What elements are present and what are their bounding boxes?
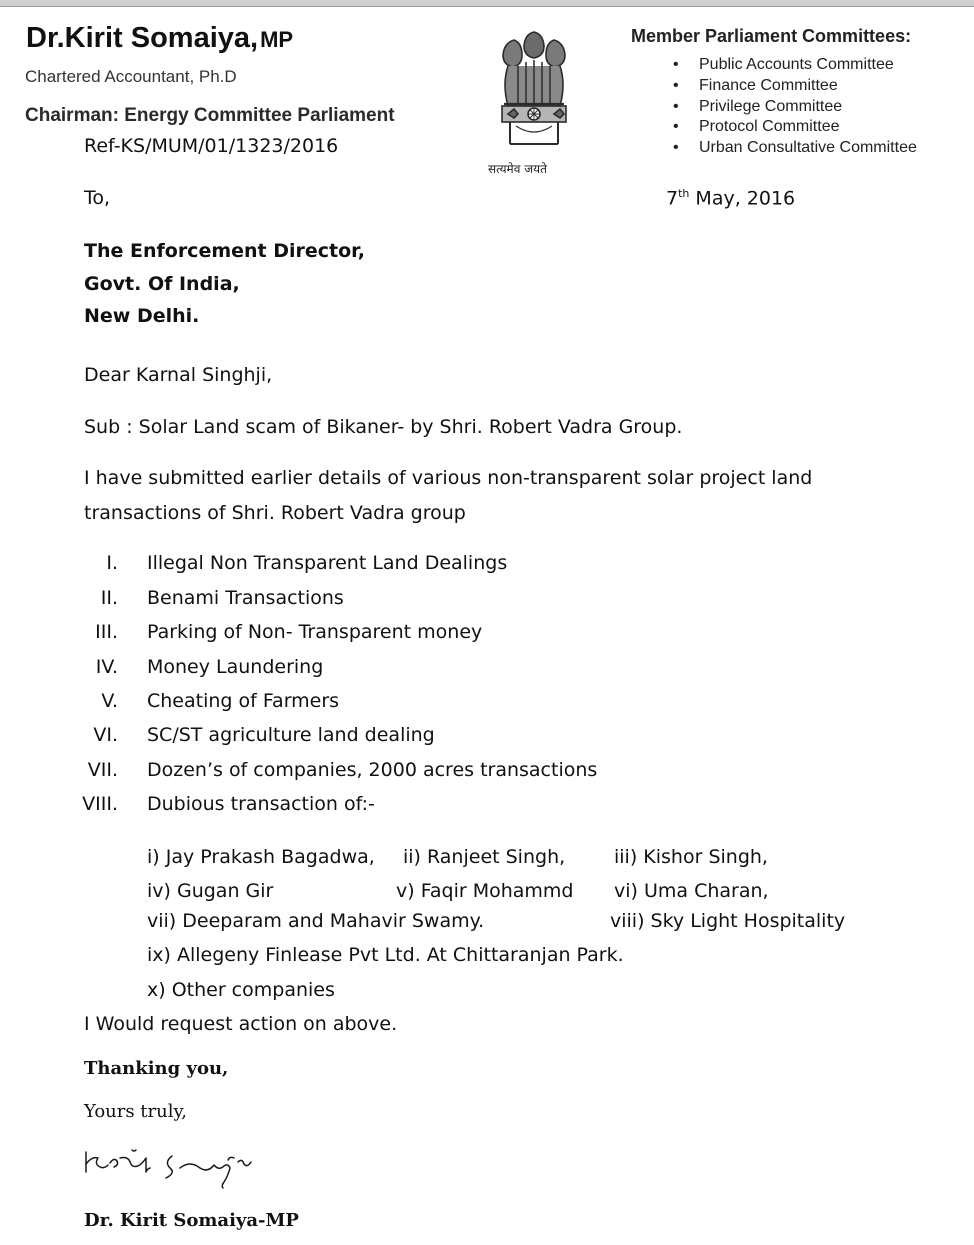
top-border (0, 0, 974, 7)
address-line: The Enforcement Director, (84, 240, 365, 262)
party-item: ix) Allegeny Finlease Pvt Ltd. At Chittaranjan Park. (147, 944, 624, 966)
committees-list (673, 55, 917, 159)
party-item: viii) Sky Light Hospitality (610, 910, 846, 932)
letterhead-chairman: Chairman: Energy Committee Parliament (25, 105, 395, 126)
body-paragraph: transactions of Shri. Robert Vadra group (84, 502, 466, 524)
closing-yours: Yours truly, (84, 1101, 187, 1122)
signature (80, 1138, 270, 1190)
salutation: Dear Karnal Singhji, (84, 364, 273, 386)
reference-number: Ref-KS/MUM/01/1323/2016 (84, 135, 339, 157)
signatory-name: Dr. Kirit Somaiya-MP (84, 1210, 299, 1231)
letterhead-qualification: Chartered Accountant, Ph.D (25, 67, 237, 86)
committees-title: Member Parliament Committees: (631, 26, 912, 46)
committee-item: • Finance Committee (673, 76, 917, 97)
national-emblem-icon (484, 26, 584, 156)
party-item: v) Faqir Mohammd (396, 880, 574, 902)
letter-date: 7th May, 2016 (666, 187, 796, 210)
party-item: iii) Kishor Singh, (614, 846, 768, 868)
committee-item: • Privilege Committee (673, 97, 917, 118)
body-paragraph: I have submitted earlier details of various non-transparent solar project land (84, 467, 813, 489)
committee-item: • Public Accounts Committee (673, 55, 917, 76)
request-line: I Would request action on above. (84, 1013, 398, 1035)
letterhead-name: Dr.Kirit Somaiya,MP (26, 22, 294, 54)
party-item: vii) Deeparam and Mahavir Swamy. (147, 910, 485, 932)
committee-item: • Protocol Committee (673, 117, 917, 138)
subject-line: Sub : Solar Land scam of Bikaner- by Shri. Robert Vadra Group. (84, 416, 683, 438)
address-line: Govt. Of India, (84, 273, 240, 295)
party-item: vi) Uma Charan, (614, 880, 769, 902)
party-item: iv) Gugan Gir (147, 880, 274, 902)
address-line: New Delhi. (84, 305, 200, 327)
party-item: i) Jay Prakash Bagadwa, (147, 846, 375, 868)
emblem-motto: सत्यमेव जयते (488, 162, 547, 176)
party-item: ii) Ranjeet Singh, (403, 846, 566, 868)
committee-item: • Urban Consultative Committee (673, 138, 917, 159)
party-item: x) Other companies (147, 979, 335, 1001)
to-label: To, (84, 187, 111, 209)
closing-thanks: Thanking you, (84, 1058, 229, 1079)
